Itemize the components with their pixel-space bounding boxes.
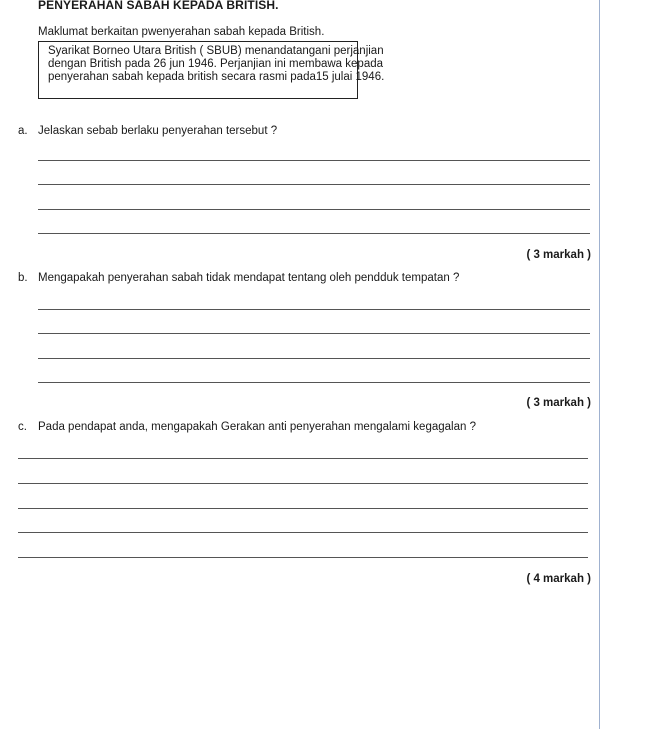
question-a-text: Jelaskan sebab berlaku penyerahan tersebut ? [38, 125, 278, 137]
answer-line[interactable] [38, 309, 590, 310]
info-box-line: penyerahan sabah kepada british secara rasmi pada15 julai 1946. [48, 71, 385, 83]
answer-line[interactable] [18, 557, 588, 558]
answer-line[interactable] [38, 184, 590, 185]
question-a-letter: a. [18, 125, 28, 137]
info-box-line: Syarikat Borneo Utara British ( SBUB) menandatangani perjanjian [48, 45, 384, 57]
answer-line[interactable] [38, 233, 590, 234]
question-c-marks: ( 4 markah ) [526, 573, 591, 585]
info-box [38, 41, 385, 99]
answer-line[interactable] [38, 333, 590, 334]
info-box-line: dengan British pada 26 jun 1946. Perjanjian ini membawa kepada [48, 58, 384, 70]
answer-line[interactable] [18, 458, 588, 459]
question-b-text: Mengapakah penyerahan sabah tidak mendapat tentang oleh pendduk tempatan ? [38, 272, 460, 284]
question-b-letter: b. [18, 272, 28, 284]
intro-text: Maklumat berkaitan pwenyerahan sabah kepada British. [38, 26, 325, 38]
answer-line[interactable] [38, 382, 590, 383]
question-b-marks: ( 3 markah ) [526, 397, 591, 409]
worksheet-title: PENYERAHAN SABAH KEPADA BRITISH. [38, 0, 279, 12]
answer-line[interactable] [18, 532, 588, 533]
answer-line[interactable] [18, 508, 588, 509]
answer-line[interactable] [18, 483, 588, 484]
question-a-marks: ( 3 markah ) [526, 249, 591, 261]
question-c-letter: c. [18, 421, 27, 433]
answer-line[interactable] [38, 209, 590, 210]
answer-line[interactable] [38, 160, 590, 161]
question-c-text: Pada pendapat anda, mengapakah Gerakan anti penyerahan mengalami kegagalan ? [38, 421, 476, 433]
answer-line[interactable] [38, 358, 590, 359]
page-margin-rule [599, 0, 600, 729]
